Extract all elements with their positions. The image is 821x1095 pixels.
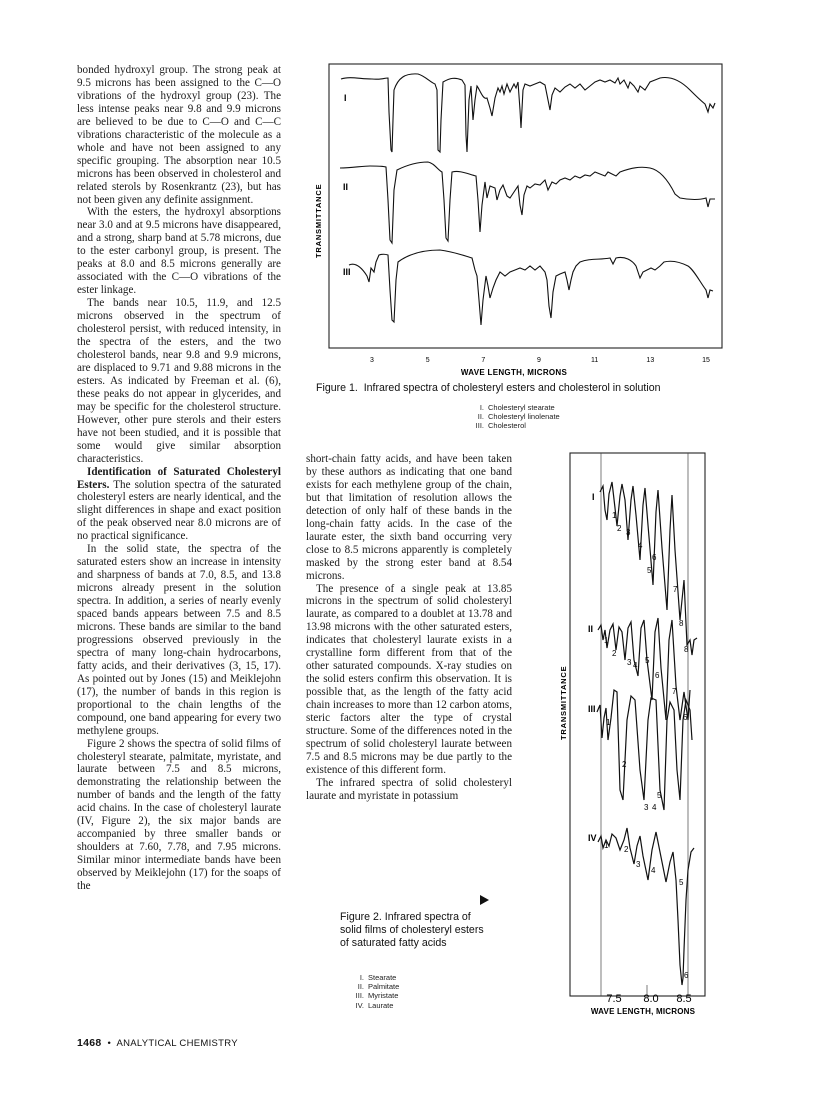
figure-1-tick: 3 <box>370 357 374 364</box>
figure-1-tick: 11 <box>591 357 599 364</box>
footer-bullet: • <box>107 1038 112 1049</box>
figure-1-ylabel: TRANSMITTANCE <box>314 183 323 258</box>
journal-name: ANALYTICAL CHEMISTRY <box>116 1038 238 1049</box>
legend-item: III. Cholesterol <box>475 421 526 431</box>
figure-1-tick: 5 <box>425 357 430 364</box>
band-number: 5 <box>647 566 652 575</box>
band-number: 5 <box>645 656 650 665</box>
figure-1-tick: 13 <box>646 357 655 364</box>
figure-2-tick: 8.0 <box>643 993 659 1005</box>
band-number: 4 <box>633 661 638 670</box>
figure-2-caption <box>340 911 490 950</box>
section-heading: Identification of Saturated Cholesteryl Esters. <box>77 465 281 491</box>
band-number: 7 <box>672 687 677 696</box>
figure-2-trace-IV <box>598 828 694 985</box>
band-number: 4 <box>651 866 656 875</box>
figure-2-trace-label: I <box>592 492 595 502</box>
legend-item: I. Stearate <box>359 973 397 982</box>
figure-2-legend <box>352 973 399 1010</box>
band-number: 4 <box>638 541 643 550</box>
section-body: The solution spectra of the saturated cholesteryl esters are nearly identical, and the slight differences in shape and exact position of the peak observed near 8.0 microns are of no practical significance. <box>77 478 281 543</box>
figure-1-caption-text: Infrared spectra of cholesteryl esters and cholesterol in solution <box>363 382 661 394</box>
band-number: 3 <box>644 803 649 812</box>
figure-1-tick: 15 <box>702 357 710 364</box>
band-number: 8 <box>679 619 684 628</box>
page-footer <box>77 1037 238 1049</box>
legend-item: IV. Laurate <box>355 1000 394 1010</box>
paragraph: The presence of a single peak at 13.85 microns in the spectrum of solid cholesteryl laurate, as compared to a doublet at 13.78 and 13.98 microns with the other saturated esters, indicates that cholesteryl laurate exists in a crystalline form different from that of the other saturated compounds. X-ray studies on the solid esters confirm this observation. It is possible that, as the length of the fatty acid chain increases to more than 12 carbon atoms, steric factors alter the type of crystal structure. Some of the differences noted in the spectrum of solid cholesteryl laurate between 7.5 and 8.5 microns may be due partly to the existence of this different form. <box>306 582 512 776</box>
band-number: 1 <box>612 511 617 520</box>
figure-2-caption-prefix: Figure 2. <box>340 911 382 923</box>
figure-2-trace-label: IV <box>588 833 597 843</box>
figure-1-tick: 7 <box>481 357 486 364</box>
figure-2-trace-label: II <box>588 624 594 634</box>
page-number: 1468 <box>77 1037 102 1049</box>
paragraph: Figure 2 shows the spectra of solid films of cholesteryl stearate, palmitate, myristate, and laurate between 7.5 and 8.5 microns, demonstrating the relationship between the number of bands and the length of the fatty acid chains. In the case of cholesteryl laurate (IV, Figure 2), the six major bands are accompanied by three smaller bands or shoulders at 7.60, 7.78, and 7.95 microns. Similar minor intermediate bands have been observed by Meiklejohn (17) for the soaps of the <box>77 737 281 893</box>
band-number: 3 <box>626 528 631 537</box>
band-number: 7 <box>673 585 678 594</box>
figure-1-tick: 9 <box>537 357 541 364</box>
legend-item: II. Palmitate <box>357 982 400 992</box>
band-number: 2 <box>612 649 617 658</box>
figure-1-caption-prefix: Figure 1. <box>316 382 358 394</box>
band-number: 8 <box>684 645 689 654</box>
legend-item: III. Myristate <box>355 991 399 1001</box>
figure-2-trace-III <box>597 690 692 810</box>
band-number: 6 <box>684 971 689 980</box>
paragraph: With the esters, the hydroxyl absorptions near 3.0 and at 9.5 microns have disappeared, and a strong, sharp band at 5.78 microns, due to the ester carbonyl group, is present. The peaks at 8.0 and 8.5 microns generally are associated with the C—O vibrations of the ester linkage. <box>77 206 281 297</box>
paragraph: The infrared spectra of solid cholesteryl laurate and myristate in potassium <box>306 776 512 802</box>
legend-item: I. Cholesteryl stearate <box>479 403 555 412</box>
band-number: 5 <box>657 791 662 800</box>
band-number: 1 <box>604 841 609 850</box>
figure-2-caption-text: Infrared spectra of solid films of cholesteryl esters of saturated fatty acids <box>340 911 484 949</box>
figure-2-tick: 7.5 <box>606 993 622 1005</box>
figure-2-trace-II <box>598 618 690 720</box>
band-number: 3 <box>636 860 641 869</box>
band-number: 3 <box>627 658 632 667</box>
paragraph: The bands near 10.5, 11.9, and 12.5 microns observed in the spectrum of cholesterol persist, with reduced intensity, in the spectra of the esters, and the two cholesterol bands, near 9.8 and 9.9 microns, are displaced to 9.71 and 9.88 microns in the esters. As indicated by Freeman et al. (6), these peaks do not appear in glycerides, and may be specific for the cholesterol structure. However, other pure sterols and their esters have not been studied, and it is possible that some would give similar absorption characteristics. <box>77 297 281 465</box>
continue-arrow-icon <box>480 895 489 905</box>
band-number: 2 <box>624 845 629 854</box>
figure-1-trace-label: II <box>343 182 349 192</box>
figure-2-trace-label: III <box>588 704 596 714</box>
figure-1-trace-label: III <box>343 267 351 277</box>
band-number: 6 <box>655 671 660 680</box>
band-number: 5 <box>679 878 684 887</box>
figure-2-ylabel: TRANSMITTANCE <box>559 665 568 740</box>
paragraph: short-chain fatty acids, and have been taken by these authors as indicating that one band exists for each methylene group of the chain, but that limitation of resolution allows the detection of only half of these bands in the long-chain fatty acids. In the case of the laurate ester, the sixth band occurring very close to 8.5 microns apparently is completely masked by the strong ester band at 8.54 microns. <box>306 453 512 582</box>
band-number: 2 <box>617 524 622 533</box>
figure-1-trace-label: I <box>344 93 347 103</box>
band-number: 1 <box>606 718 611 727</box>
band-number: 6 <box>683 713 688 722</box>
band-number: 1 <box>604 636 609 645</box>
paragraph: bonded hydroxyl group. The strong peak at 9.5 microns has been assigned to the C—O vibrations of the hydroxyl group (23). The less intense peaks near 9.8 and 9.9 microns are believed to be due to C—O and C—C vibrations characteristic of the molecule as a whole and have not been assigned to any specific grouping. The absorption near 10.5 microns has been observed in cholesterol and related sterols by Rosenkrantz (23), but has not been given any definite assignment. <box>77 64 281 206</box>
legend-item: II. Cholesteryl linolenate <box>477 412 560 422</box>
paragraph: In the solid state, the spectra of the saturated esters show an increase in intensity and sharpness of bands at 7.0, 8.5, and 13.8 microns already present in the solution spectra. In addition, a series of nearly evenly spaced bands appears between 7.5 and 8.5 microns. These bands are similar to the band progressions observed previously in the spectra of many long-chain hydrocarbons, fatty acids, and their derivatives (3, 15, 17). As pointed out by Jones (15) and Meiklejohn (17), the number of bands in this region is proportional to the chain lengths of the compound, one band appearing for every two methylene groups. <box>77 543 281 737</box>
figure-2-tick: 8.5 <box>676 993 692 1005</box>
band-number: 6 <box>652 553 657 562</box>
figure-1-xlabel: WAVE LENGTH, MICRONS <box>460 368 568 377</box>
figure-2-xlabel: WAVE LENGTH, MICRONS <box>590 1007 696 1016</box>
band-number: 2 <box>622 760 627 769</box>
band-number: 4 <box>652 803 657 812</box>
